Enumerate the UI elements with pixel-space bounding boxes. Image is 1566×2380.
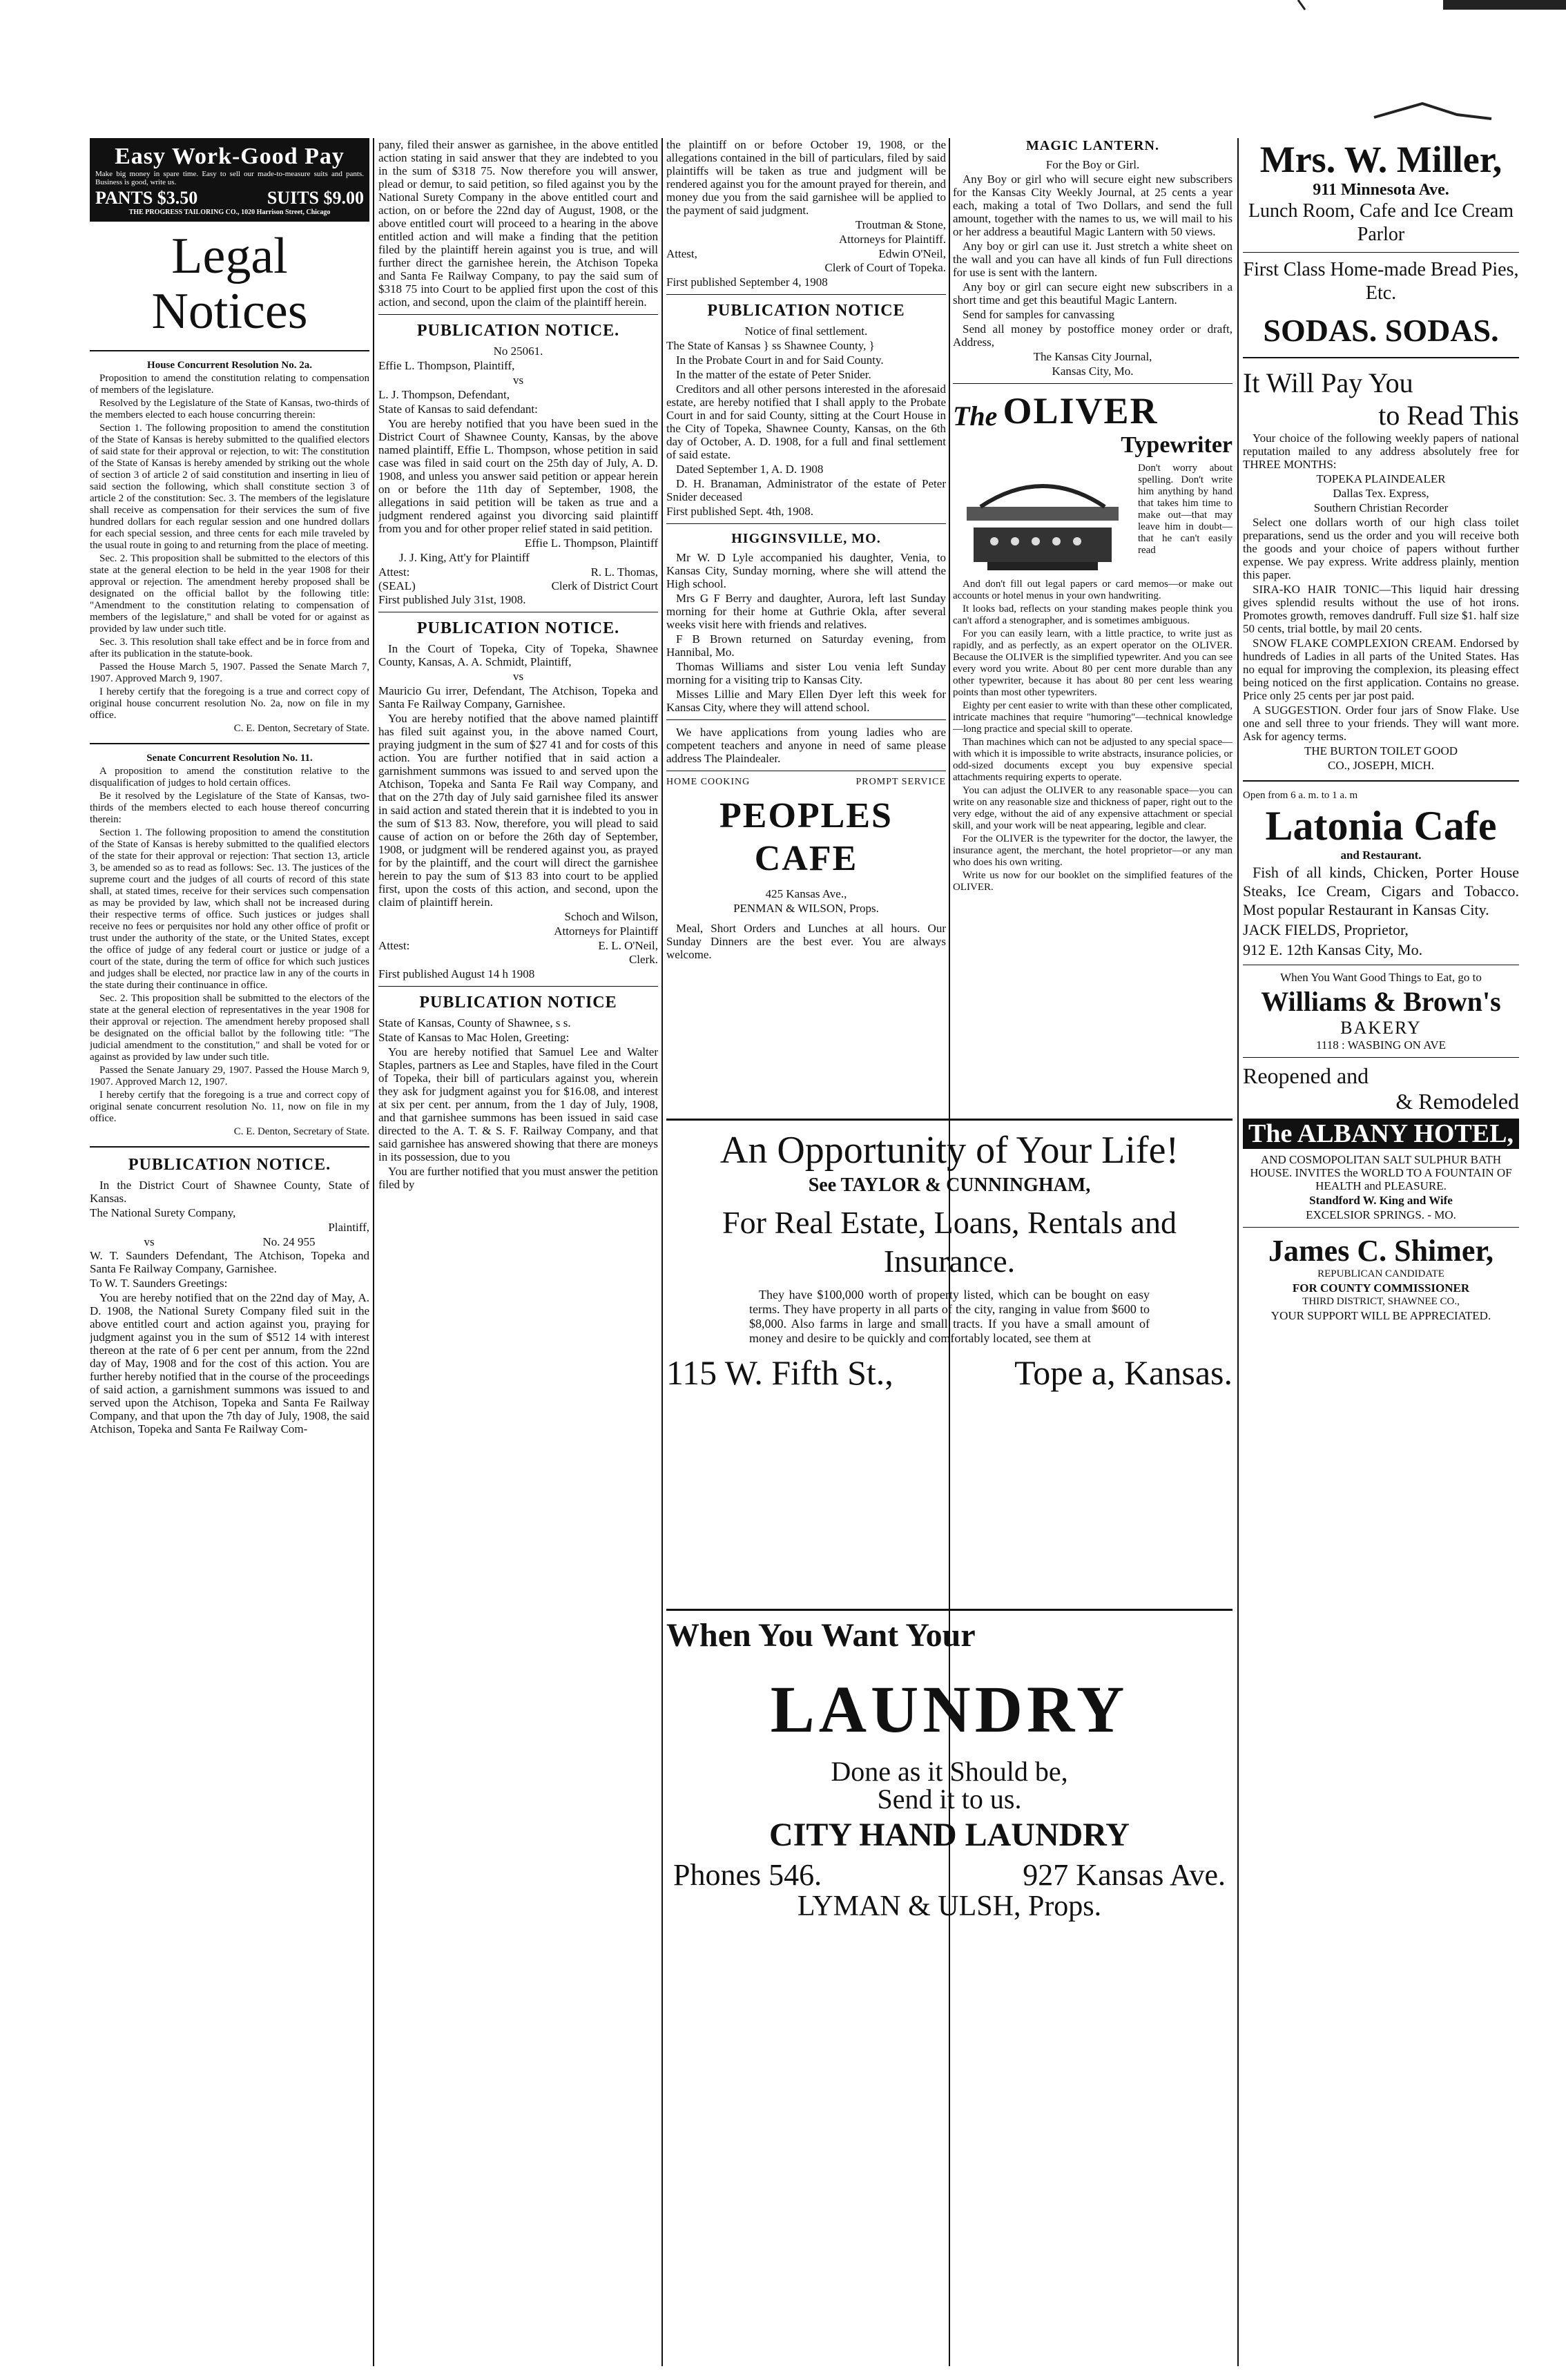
news-title: HIGGINSVILLE, MO. <box>731 531 881 546</box>
notice-title: PUBLICATION NOTICE. <box>416 619 620 637</box>
news-item: F B Brown returned on Saturday evening, from Hannibal, Mo. <box>666 632 946 659</box>
resolution-resolved: Resolved by the Legislature of the State of Kansas, two-thirds of the members elected to each house concurring therein: <box>90 398 369 420</box>
laundry-address: 927 Kansas Ave. <box>1023 1858 1226 1892</box>
divider <box>1243 1227 1519 1228</box>
notice-signature: Effie L. Thompson, Plaintiff <box>524 536 658 550</box>
column-rule <box>661 138 663 2366</box>
resolution-signature: C. E. Denton, Secretary of State. <box>233 1126 369 1137</box>
oliver-text: Eighty per cent easier to write with than these other complicated, intricate machines that require "humoring"—technical knowledge—long practice and special skill to operate. <box>953 700 1232 735</box>
divider <box>90 743 369 744</box>
news-item: Thomas Williams and sister Lou venia left Sunday morning for a visiting trip to Kansas City. <box>666 660 946 686</box>
latonia-text: Fish of all kinds, Chicken, Porter House Steaks, Ice Cream, Cigars and Tobacco. Most popular Restaurant in Kansas City. <box>1243 864 1519 918</box>
column-1 <box>90 138 369 2366</box>
notice-court: In the Probate Court in and for Said County. <box>676 354 884 367</box>
notice-title: PUBLICATION NOTICE. <box>128 1156 331 1174</box>
cafe-tagline: HOME COOKING <box>666 777 751 787</box>
miller-line: Lunch Room, Cafe and Ice Cream Parlor <box>1248 200 1514 245</box>
notice-matter: In the matter of the estate of Peter Snider. <box>676 368 871 381</box>
column-2 <box>378 138 658 2366</box>
notice-clerk: Edwin O'Neil, <box>878 247 946 260</box>
miller-line: First Class Home-made Bread Pies, Etc. <box>1243 259 1519 304</box>
pay-line: to Read This <box>1378 400 1519 431</box>
wb-address: 1118 : WASBING ON AVE <box>1316 1038 1446 1052</box>
divider <box>1243 357 1519 358</box>
tailoring-ad <box>90 138 369 222</box>
latonia-name: Latonia Cafe <box>1265 803 1497 849</box>
notice-state: State of Kansas, County of Shawnee, s s. <box>378 1016 571 1029</box>
paper-name: Southern Christian Recorder <box>1313 501 1449 514</box>
pay-text: Your choice of the following weekly papers of national reputation mailed to any address absolutely free for THREE MONTHS: <box>1243 432 1519 471</box>
albany-name: The ALBANY HOTEL, <box>1243 1119 1519 1149</box>
cafe-address: 425 Kansas Ave., <box>765 887 847 900</box>
typewriter-illustration <box>953 465 1132 576</box>
ad-company: THE PROGRESS TAILORING CO., 1020 Harrison Street, Chicago <box>128 209 331 216</box>
pay-line: It Will Pay You <box>1243 367 1413 398</box>
laundry-name: CITY HAND LAUNDRY <box>769 1817 1130 1853</box>
notice-vs: vs <box>512 670 524 683</box>
sodas: SODAS. SODAS. <box>1263 313 1499 348</box>
news-item: Mrs G F Berry and daughter, Aurora, left last Sunday morning for their home at Guthrie Okla, after several weeks visit here with friends and relatives. <box>666 592 946 631</box>
shimer-name: James C. Shimer, <box>1268 1234 1494 1268</box>
oliver-text: And don't fill out legal papers or card memos—or make out accounts or hotel menus in your own handwriting. <box>953 579 1232 601</box>
notice-state: State of Kansas to said defendant: <box>378 403 538 416</box>
notice-clerk: E. L. O'Neil, <box>598 939 658 952</box>
cafe-props: PENMAN & WILSON, Props. <box>733 902 879 915</box>
resolution-section: Sec. 2. This proposition shall be submitted to the electors of this state at the general election to be held in the year 1908 for their approval or rejection. The amendment hereby proposed shall be designated on the official ballot by the following title: "Amendment to the constitution relating to compensation of members of the legislature," and shall be voted for or against as provided by law under such title. <box>90 553 369 635</box>
latonia-address: 912 E. 12th Kansas City, Mo. <box>1243 941 1423 958</box>
notice-case: Effie L. Thompson, Plaintiff, <box>378 359 515 372</box>
cafe-text: Meal, Short Orders and Lunches at all hours. Our Sunday Dinners are the best ever. You are always welcome. <box>666 922 946 961</box>
notice-number: No 25061. <box>493 345 543 358</box>
scan-marks <box>0 0 1566 138</box>
opportunity-for: For Real Estate, Loans, Rentals and Insurance. <box>722 1205 1177 1279</box>
opportunity-see: See TAYLOR & CUNNINGHAM, <box>808 1174 1091 1196</box>
cafe-tagline: PROMPT SERVICE <box>856 777 946 787</box>
oliver-typewriter: Typewriter <box>1121 432 1232 458</box>
resolution-intro: A proposition to amend the constitution relative to the disqualification of judges to hold certain offices. <box>90 766 369 789</box>
laundry-word: LAUNDRY <box>770 1672 1129 1746</box>
resolution-passed: Passed the House March 5, 1907. Passed the Senate March 7, 1907. Approved March 9, 1907. <box>90 661 369 684</box>
notice-vs: vs <box>144 1235 155 1248</box>
divider <box>1243 780 1519 782</box>
divider <box>378 314 658 315</box>
magic-lantern-text: Send all money by postoffice money order or draft, Address, <box>953 322 1232 349</box>
oliver-text: Write us now for our booklet on the simplified features of the OLIVER. <box>953 870 1232 893</box>
laundry-ad <box>666 1609 1232 2370</box>
divider <box>666 523 946 524</box>
opportunity-address: 115 W. Fifth St., <box>666 1353 893 1392</box>
notice-attest: Attest, <box>666 247 697 260</box>
notice-signature: Schoch and Wilson, <box>564 910 658 923</box>
resolution-section: Section 1. The following proposition to amend the constitution of the State of Kansas is hereby submitted to the qualified electors of said state for their approval or rejection, to wit: The constitution of the State of Kansas is hereby amended by striking out the whole of section 3 of article 2 of said constitution and inserting in lieu of said section the following, which shall constitute section 3 of article 2 of the constitution: Sec. 3. The members of the legislature shall receive as compensation for their services the sum of five hundred dollars for each regular session and one hundred dollars for each special session, and three cents for each mile traveled by the usual route in going to and returning from the place of meeting. <box>90 423 369 551</box>
legal-notices-title: Legal Notices <box>151 228 308 340</box>
magic-lantern-text: Any Boy or girl who will secure eight new subscribers for the Kansas City Weekly Journal, at 25 cents a year each, making a total of Two Dollars, and send the full amount, together with the names to us, we will mail to his or her address a beautiful Magic Lantern with 50 views. <box>953 173 1232 238</box>
notice-signature: Attorneys for Plaintiff. <box>838 233 946 246</box>
notice-vs: vs <box>512 374 524 387</box>
column-5 <box>1243 138 1519 2366</box>
shimer-candidate: REPUBLICAN CANDIDATE <box>1317 1268 1444 1279</box>
notice-first-published: First published September 4, 1908 <box>666 275 828 289</box>
resolution-section: Sec. 3. This resolution shall take effect and be in force from and after its publication in the statute-book. <box>90 637 369 659</box>
product-snowflake: SNOW FLAKE COMPLEXION CREAM. Endorsed by hundreds of Ladies in all parts of the United States. Has no equal for improving the complexion, its pleasing effect being noticed on the first application. Contains no grease. Price only 25 cents per jar post paid. <box>1243 637 1519 702</box>
notice-attest: Attest: <box>378 939 410 952</box>
magic-lantern-text: Any boy or girl can secure eight new subscribers in a short time and get this beautiful Magic Lantern. <box>953 280 1232 307</box>
resolution-intro: Proposition to amend the constitution relating to compensation of members of the legislature. <box>90 373 369 396</box>
shimer-district: THIRD DISTRICT, SHAWNEE CO., <box>1302 1296 1460 1307</box>
notice-dated: Dated September 1, A. D. 1908 <box>676 463 824 476</box>
resolution-title: House Concurrent Resolution No. 2a. <box>147 360 312 371</box>
notice-case: W. T. Saunders Defendant, The Atchison, Topeka and Santa Fe Railway Company, Garnishee. <box>90 1249 369 1275</box>
news-item: Mr W. D Lyle accompanied his daughter, Venia, to Kansas City, Sunday morning, where she will attend the High school. <box>666 551 946 590</box>
notice-clerk: Clerk of District Court <box>551 579 658 592</box>
notice-body: You are hereby notified that on the 22nd day of May, A. D. 1908, the National Surety Company filed suit in the above entitled court and action against you, praying for judgment against you in the sum of $512 14 with interest thereon at the rate of 6 per cent per annum, from the 22nd day of May, 1908 and for the cost of this action. You are further hereby notified that in the course of the proceedings of said action, a garnishment summons was issued to and served upon the Atchison, Topeka and Santa Fe Railway Company, and that upon the 7th day of July, 1908, the said Atchison, Topeka and Santa Fe Railway Com- <box>90 1291 369 1435</box>
laundry-when: When You Want Your <box>666 1617 976 1654</box>
oliver-text: You can adjust the OLIVER to any reasonable space—you can write on any reasonable size and thickness of paper, right out to the very edge, without the aid of any expensive attachment or special skill, and your work will be neat appearing, legible and clear. <box>953 785 1232 831</box>
resolution-section: Sec. 2. This proposition shall be submitted to the electors of the state at the general election of representatives in the year 1908 for their approval or rejection. The amendment hereby proposed shall be designated on the official ballot by the following title: "The judicial amendment to the constitution," and shall be voted for or against as provided by law under such title. <box>90 993 369 1063</box>
opportunity-ad <box>666 1119 1232 1590</box>
magic-lantern-signature: The Kansas City Journal, <box>1033 350 1152 363</box>
notice-clerk: R. L. Thomas, <box>590 565 658 579</box>
resolution-title: Senate Concurrent Resolution No. 11. <box>146 753 313 764</box>
opportunity-text: They have $100,000 worth of property listed, which can be bought on easy terms. They have property in all parts of the city, ranging in value from $600 to $8,000. Also farms in large and small tracts. If you have a small amount of money and desire to be quickly and comfortably located, see them at <box>749 1288 1150 1345</box>
divider <box>666 294 946 295</box>
notice-case: The National Surety Company, <box>90 1206 236 1219</box>
burton-company: CO., JOSEPH, MICH. <box>1328 759 1434 772</box>
notice-greeting: To W. T. Saunders Greetings: <box>90 1277 228 1290</box>
resolution-passed: Passed the Senate January 29, 1907. Passed the House March 9, 1907. Approved March 12, 1907. <box>90 1065 369 1087</box>
column-3 <box>666 138 946 1105</box>
notice-first-published: First published July 31st, 1908. <box>378 593 526 606</box>
column-4 <box>953 138 1232 1105</box>
ad-text: Make big money in spare time. Easy to sell our made-to-measure suits and pants. Business is good, write us. <box>95 170 364 186</box>
albany-reopened: Reopened and <box>1243 1063 1369 1088</box>
oliver-name: OLIVER <box>1003 390 1159 432</box>
notice-plaintiff: Plaintiff, <box>328 1221 369 1234</box>
resolution-resolved: Be it resolved by the Legislature of the State of Kansas, two-thirds of the members elected to each house thereof concurring therein: <box>90 791 369 825</box>
resolution-cert: I hereby certify that the foregoing is a true and correct copy of original senate concurrent resolution No. 11, now on file in my office. <box>90 1090 369 1124</box>
column-rule <box>1237 138 1239 2366</box>
notice-subtitle: Notice of final settlement. <box>744 325 868 338</box>
shimer-support: YOUR SUPPORT WILL BE APPRECIATED. <box>1270 1309 1491 1322</box>
notice-body: pany, filed their answer as garnishee, in the above entitled action stating in said answer that they are indebted to you in the sum of $318 75. Now therefore you will answer, plead or demur, to said petition, so filed against you by the National Surety Company in the above entitled court and action, on or before the 22nd day of August, 1908, or the above entitled court will proceed to a hearing in the above entitled action and will make a finding that the petition filed by the plaintiff herein against you is true, and will further direct the garnishee herein, the Atchison Topeka and Santa Fe Railway Company, to pay the said sum of $318 75 into Court to be applied first upon the cost of this action, and second, upon the claim of the plaintiff herein. <box>378 138 658 309</box>
magic-lantern-signature: Kansas City, Mo. <box>1052 365 1134 378</box>
miller-address: 911 Minnesota Ave. <box>1313 181 1449 199</box>
albany-text: AND COSMOPOLITAN SALT SULPHUR BATH HOUSE. INVITES the WORLD TO A FOUNTAIN OF HEALTH and PLEASURE. <box>1250 1153 1512 1192</box>
laundry-send: Send it to us. <box>877 1783 1022 1815</box>
notice-signature: J. J. King, Att'y for Plaintiff <box>399 551 530 564</box>
divider <box>1243 252 1519 253</box>
notice-signature: Attorneys for Plaintiff <box>554 925 658 938</box>
notice-body: Creditors and all other persons interested in the aforesaid estate, are hereby notified that I shall apply to the Probate Court in and for said County, sitting at the Court House in the City of Topeka, Shawnee County, Kansas, on the 6th day of October, A. D. 1908, for a full and final settlement of said estate. <box>666 383 946 461</box>
laundry-done: Done as it Should be, <box>831 1756 1068 1787</box>
albany-location: EXCELSIOR SPRINGS. - MO. <box>1306 1208 1456 1221</box>
notice-court: In the Court of Topeka, City of Topeka, Shawnee County, Kansas, A. A. Schmidt, Plaintiff, <box>378 642 658 668</box>
paper-name: TOPEKA PLAINDEALER <box>1316 472 1446 485</box>
magic-lantern-title: MAGIC LANTERN. <box>1026 138 1159 153</box>
notice-case: Mauricio Gu irrer, Defendant, The Atchison, Topeka and Santa Fe Railway Company, Garnishee. <box>378 684 658 710</box>
notice-body: You are hereby notified that you have been sued in the District Court of Shawnee County, Kansas, by the above named plaintiff, Effie L. Thompson, whose petition in said case was filed in said court on the 25th day of July, A. D. 1908, and unless you answer said petition or appear herein on or before the 11th day of September, 1908, the allegations in said petition will be taken as true and a judgment rendered against you divorcing said plaintiff from you and for other proper relief stated in said petition. <box>378 417 658 535</box>
notice-state: The State of Kansas } ss Shawnee County, } <box>666 339 875 352</box>
notice-signature: Troutman & Stone, <box>855 218 946 231</box>
notice-greeting: State of Kansas to Mac Holen, Greeting: <box>378 1031 570 1044</box>
albany-remodeled: & Remodeled <box>1395 1089 1519 1114</box>
latonia-sub: and Restaurant. <box>1340 849 1422 862</box>
applications-notice: We have applications from young ladies who are competent teachers and anyone in need of same please address The Plaindealer. <box>666 726 946 765</box>
notice-title: PUBLICATION NOTICE. <box>416 322 620 340</box>
notice-title: PUBLICATION NOTICE <box>419 994 617 1012</box>
wb-want: When You Want Good Things to Eat, go to <box>1280 971 1482 984</box>
albany-prop: Standford W. King and Wife <box>1309 1194 1453 1207</box>
cafe-name: PEOPLES CAFE <box>719 796 893 878</box>
oliver-text: Than machines which can not be adjusted to any special space—with which it is impossible to write abstracts, insurance policies, or odd-sized documents except you buy expensive special attachments requiring experts to operate. <box>953 737 1232 783</box>
oliver-the: The <box>953 400 998 432</box>
divider <box>90 350 369 351</box>
latonia-prop: JACK FIELDS, Proprietor, <box>1243 921 1409 938</box>
resolution-section: Section 1. The following proposition to amend the constitution of the State of Kansas is hereby submitted to the qualified electors of the state for their approval or rejection: That section 13, article 3, be amended so as to read as follows: Sec. 13. The justices of the supreme court and the judges of all courts of record of this state shall, at stated times, receive for their services such compensation as may be provided by law, which shall not be increased during their respective terms of office. Such justices or judges shall receive no fees or perquisites nor hold any other office of profit or trust under the authority of the state, or the United States, except the office of judge of any federal court or justice or judge of a court of the state, during the term of office for which such justices and judges shall be elected, nor practice law in any of the courts in the state during their continuance in office. <box>90 827 369 991</box>
notice-clerk: Clerk. <box>628 953 658 966</box>
divider <box>1243 1057 1519 1058</box>
pay-text: Select one dollars worth of our high class toilet preparations, send us the order and you will receive both the goods and your choice of papers without further expense. We pay express. Write address plainly, mention this paper. <box>1243 516 1519 581</box>
magic-lantern-text: Any boy or girl can use it. Just stretch a white sheet on the wall and you can have all kinds of fun Full directions for use is sent with the lantern. <box>953 240 1232 279</box>
notice-first-published: First published Sept. 4th, 1908. <box>666 505 813 518</box>
oliver-text: For you can easily learn, with a little practice, to write just as rapidly, and as perfectly, as an expert operator on the OLIVER. Because the OLIVER is the simplified typewriter. And you can see every word you write. About 80 per cent more durable than any other typewriter, because it has about 80 per cent less wearing points than most other typewriters. <box>953 628 1232 698</box>
notice-administrator: D. H. Branaman, Administrator of the estate of Peter Snider deceased <box>666 477 946 503</box>
product-sira: SIRA-KO HAIR TONIC—This liquid hair dressing gives splendid results without the use of hot irons. Promotes growth, removes dandruff. Full size $1. half size 50 cents, trial bottle, by mail 20 cents. <box>1243 583 1519 635</box>
column-rule <box>373 138 374 2366</box>
notice-body: the plaintiff on or before October 19, 1908, or the allegations contained in the bill of particulars, filed by said plaintiffs will be taken as true and judgment will be rendered against you for the amount prayed for therein, and money due you from the said garnishee will be applied to the payment of said judgment. <box>666 138 946 217</box>
notice-body: You are further notified that you must answer the petition filed by <box>378 1165 658 1191</box>
resolution-cert: I hereby certify that the foregoing is a true and correct copy of original house concurrent resolution No. 2a, now on file in my office. <box>90 686 369 721</box>
latonia-hours: Open from 6 a. m. to 1 a. m <box>1243 790 1358 801</box>
laundry-props: LYMAN & ULSH, Props. <box>797 1890 1102 1922</box>
ad-suits-price: SUITS $9.00 <box>267 188 364 208</box>
opportunity-title: An Opportunity of Your Life! <box>719 1129 1179 1172</box>
notice-number: No. 24 955 <box>262 1235 316 1248</box>
notice-seal: (SEAL) <box>378 579 416 592</box>
notice-court: In the District Court of Shawnee County, State of Kansas. <box>90 1179 369 1205</box>
oliver-side-text: Don't worry about spelling. Don't write him anything by hand that takes him time to make out—that may leave him in doubt—that he can't easily read <box>1138 463 1232 556</box>
oliver-text: For the OLIVER is the typewriter for the doctor, the lawyer, the insurance agent, the merchant, the hotel proprietor—or any man who does his own writing. <box>953 833 1232 868</box>
notice-first-published: First published August 14 h 1908 <box>378 967 535 980</box>
magic-lantern-subtitle: For the Boy or Girl. <box>1045 158 1140 171</box>
paper-name: Dallas Tex. Express, <box>1333 487 1429 500</box>
shimer-office: FOR COUNTY COMMISSIONER <box>1292 1281 1470 1295</box>
notice-body: You are hereby notified that Samuel Lee and Walter Staples, partners as Lee and Staples, have filed in the Court of Topeka, their bill of particulars against you, wherein they ask for judgment against you for $16.08, and interest at six per cent. per annum, from the 1 day of July, 1908, and that garnishee summons has been issued in said case directed to the A. T. & S. F. Railway Company, and that said garnishee has answered showing that there are moneys in its possession, due to you <box>378 1045 658 1163</box>
notice-attest: Attest: <box>378 565 410 579</box>
laundry-phones: Phones 546. <box>673 1858 822 1892</box>
ad-pants-price: PANTS $3.50 <box>95 188 198 208</box>
news-item: Misses Lillie and Mary Ellen Dyer left this week for Kansas City, where they will attend school. <box>666 688 946 714</box>
wb-name: Williams & Brown's <box>1261 986 1501 1017</box>
opportunity-city: Tope a, Kansas. <box>1014 1353 1232 1392</box>
oliver-text: It looks bad, reflects on your standing makes people think you can't afford a stenographer, and is sometimes ambiguous. <box>953 603 1232 626</box>
notice-case: L. J. Thompson, Defendant, <box>378 388 510 401</box>
notice-clerk: Clerk of Court of Topeka. <box>824 261 946 274</box>
divider <box>378 986 658 987</box>
miller-name: Mrs. W. Miller, <box>1259 139 1502 180</box>
magic-lantern-text: Send for samples for canvassing <box>963 308 1115 321</box>
notice-title: PUBLICATION NOTICE <box>707 302 905 320</box>
burton-company: THE BURTON TOILET GOOD <box>1304 744 1458 757</box>
wb-bakery: BAKERY <box>1340 1018 1422 1038</box>
divider <box>90 1146 369 1148</box>
divider <box>953 383 1232 384</box>
divider <box>666 719 946 720</box>
notice-body: You are hereby notified that the above named plaintiff has filed suit against you, in the above named Court, praying judgment in the sum of $27 41 and for costs of this action. You are further notified that in said action a garnishment summons was issued to and served upon the Atchison, Topeka and Santa Fe Rail way Company, and that on the 27th day of July said garnishee filed its answer in said action and stated therein that it is indebted to you in the sum of $13 83. Now, therefore, you will plead to said cause of action on or before the 26th day of September, 1908, or judgment will be rendered against you, as prayed for by the plaintiff, and the court will direct the garnishee herein to pay the sum of $13 83 into court to be applied first, upon the costs of this action, and second, upon the claim of plaintiff herein. <box>378 712 658 909</box>
resolution-signature: C. E. Denton, Secretary of State. <box>233 723 369 734</box>
ad-title: Easy Work-Good Pay <box>115 144 345 169</box>
product-suggestion: A SUGGESTION. Order four jars of Snow Flake. Use one and sell three to your friends. They will want more. Ask for agency terms. <box>1243 704 1519 743</box>
